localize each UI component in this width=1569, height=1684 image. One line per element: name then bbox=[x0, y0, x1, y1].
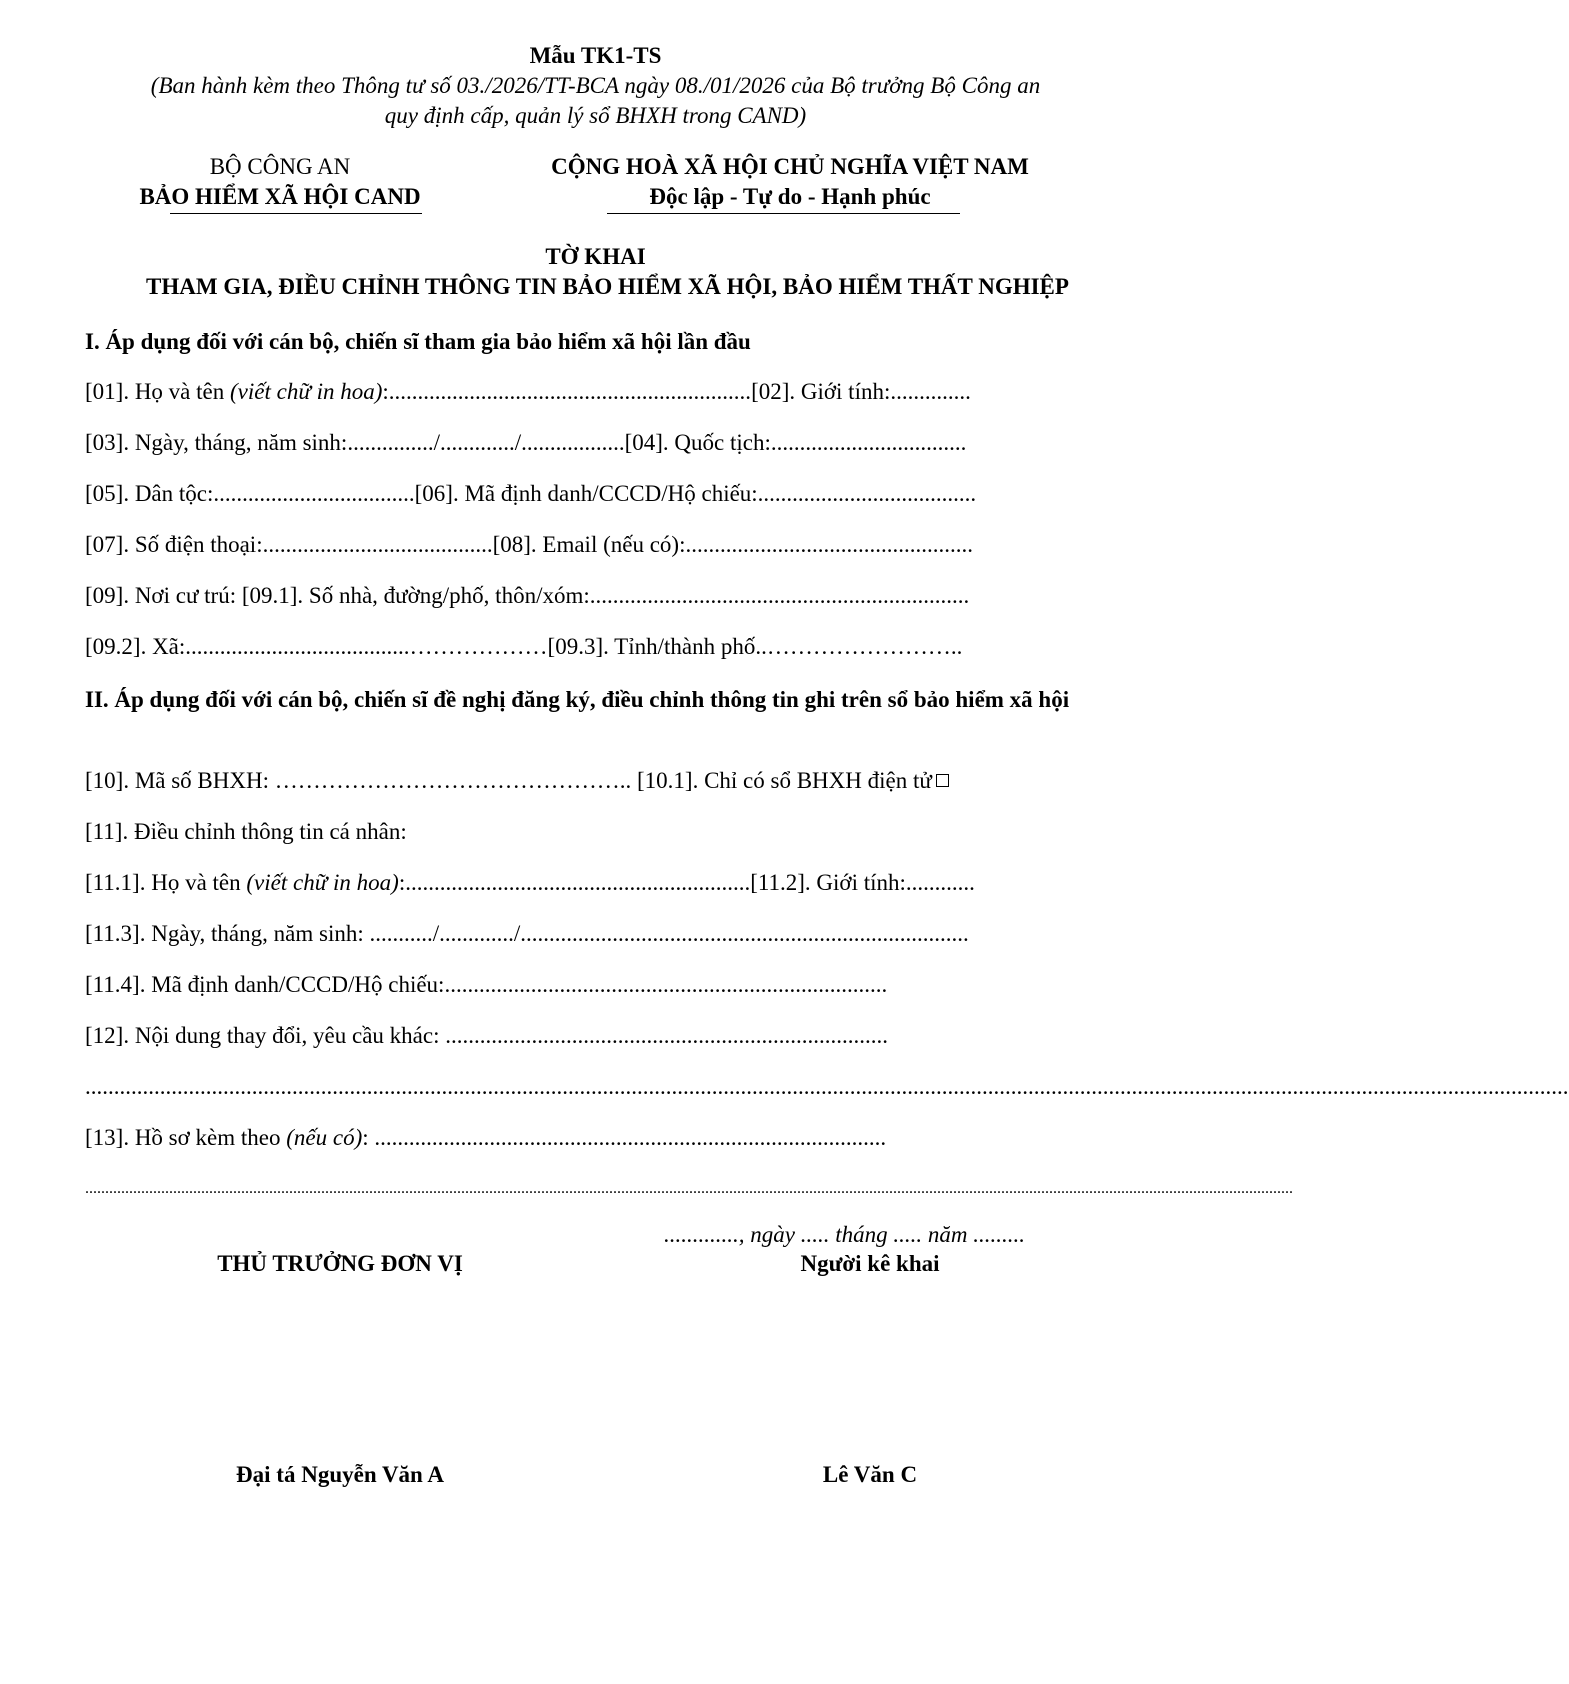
document-subtitle: THAM GIA, ĐIỀU CHỈNH THÔNG TIN BẢO HIỂM XÃ HỘI, BẢO HIỂM THẤT NGHIỆP bbox=[146, 274, 1069, 299]
declarant-name: Lê Văn C bbox=[822, 1462, 918, 1487]
field-11 bbox=[85, 817, 1111, 847]
field-12-continuation-line[interactable]: .................................................................................................................................................................................................................................................................. bbox=[85, 1074, 1569, 1099]
field-12-continuation bbox=[85, 1072, 1569, 1102]
field-111-input[interactable]: :............................................................ bbox=[398, 870, 751, 895]
field-01-note: (viết chữ in hoa) bbox=[230, 379, 383, 404]
unit-head-title: THỦ TRƯỞNG ĐƠN VỊ bbox=[217, 1251, 463, 1276]
form-code: Mẫu TK1-TS bbox=[529, 43, 662, 68]
field-05-ethnicity[interactable]: [05]. Dân tộc:................................... bbox=[85, 481, 415, 506]
nation-name: CỘNG HOÀ XÃ HỘI CHỦ NGHĨA VIỆT NAM bbox=[551, 154, 1029, 179]
field-03-birthdate[interactable]: [03]. Ngày, tháng, năm sinh:.............../............./.................. bbox=[85, 430, 625, 455]
field-13-continuation bbox=[85, 1174, 1293, 1204]
field-03-04 bbox=[85, 428, 1111, 458]
agency-underline bbox=[170, 213, 422, 214]
issued-line-1: (Ban hành kèm theo Thông tư số 03./2026/TT-BCA ngày 08./01/2026 của Bộ trưởng Bộ Công an bbox=[150, 73, 1041, 98]
motto: Độc lập - Tự do - Hạnh phúc bbox=[649, 184, 931, 209]
date-line: ............., ngày ..... tháng ..... năm ......... bbox=[664, 1222, 1025, 1247]
field-09-residence bbox=[85, 581, 1111, 611]
field-113-birthdate[interactable]: [11.3]. Ngày, tháng, năm sinh: .........../............./.............................................................................. bbox=[85, 921, 969, 946]
ministry-name: BỘ CÔNG AN bbox=[209, 154, 351, 179]
section-1-heading: I. Áp dụng đối với cán bộ, chiến sĩ tham gia bảo hiểm xã hội lần đầu bbox=[85, 329, 751, 354]
field-12-changes[interactable]: [12]. Nội dung thay đổi, yêu cầu khác: ............................................................................. bbox=[85, 1023, 888, 1048]
issued-line-2: quy định cấp, quản lý sổ BHXH trong CAND) bbox=[384, 103, 807, 128]
field-12 bbox=[85, 1021, 1111, 1051]
field-01-input[interactable]: :............................................................... bbox=[382, 379, 752, 404]
unit-head-name: Đại tá Nguyễn Văn A bbox=[236, 1462, 444, 1487]
field-01-label: [01]. Họ và tên bbox=[85, 379, 230, 404]
field-04-nationality[interactable]: [04]. Quốc tịch:.................................. bbox=[624, 430, 967, 455]
field-09-address[interactable]: [09]. Nơi cư trú: [09.1]. Số nhà, đường/phố, thôn/xóm:.................................................................. bbox=[85, 583, 970, 608]
field-101-label: [10.1]. Chỉ có sổ BHXH điện tử bbox=[637, 768, 932, 793]
section-2-heading: II. Áp dụng đối với cán bộ, chiến sĩ đề nghị đăng ký, điều chỉnh thông tin ghi trên sổ bảo hiểm xã hội bbox=[85, 687, 1070, 712]
field-114 bbox=[85, 970, 1111, 1000]
field-01-02 bbox=[85, 377, 1111, 407]
field-10-insurance-number[interactable]: [10]. Mã số BHXH: ……………………………………….. bbox=[85, 768, 637, 793]
agency-name: BẢO HIỂM XÃ HỘI CAND bbox=[139, 184, 421, 209]
field-111-112 bbox=[85, 868, 1111, 898]
field-111-label: [11.1]. Họ và tên bbox=[85, 870, 247, 895]
field-111-note: (viết chữ in hoa) bbox=[246, 870, 399, 895]
field-02-gender[interactable]: [02]. Giới tính:.............. bbox=[751, 379, 971, 404]
declarant-title: Người kê khai bbox=[800, 1251, 940, 1276]
motto-underline bbox=[607, 213, 960, 214]
field-08-email[interactable]: [08]. Email (nếu có):.................................................. bbox=[492, 532, 973, 557]
field-13-note: (nếu có) bbox=[286, 1125, 363, 1150]
field-13-input[interactable]: : ......................................................................................... bbox=[362, 1125, 887, 1150]
field-06-id-number[interactable]: [06]. Mã định danh/CCCD/Hộ chiếu:...................................... bbox=[414, 481, 977, 506]
field-092-commune[interactable]: [09.2]. Xã:.......................................……………… bbox=[85, 634, 548, 659]
document-title: TỜ KHAI bbox=[545, 244, 646, 269]
field-07-08 bbox=[85, 530, 1111, 560]
field-113 bbox=[85, 919, 1111, 949]
field-11-label: [11]. Điều chỉnh thông tin cá nhân: bbox=[85, 819, 407, 844]
electronic-book-checkbox[interactable] bbox=[936, 774, 949, 787]
field-05-06 bbox=[85, 479, 1111, 509]
field-10 bbox=[85, 766, 1111, 796]
field-13-continuation-line[interactable]: .............................................................................................................................................................................................................................................................................................................. bbox=[85, 1180, 1293, 1197]
field-114-id-number[interactable]: [11.4]. Mã định danh/CCCD/Hộ chiếu:............................................................................. bbox=[85, 972, 888, 997]
field-13 bbox=[85, 1123, 1111, 1153]
field-07-phone[interactable]: [07]. Số điện thoại:........................................ bbox=[85, 532, 493, 557]
field-112-gender[interactable]: [11.2]. Giới tính:............ bbox=[750, 870, 975, 895]
field-092-093 bbox=[85, 632, 1111, 662]
field-093-province[interactable]: [09.3]. Tỉnh/thành phố..…………………….. bbox=[547, 634, 963, 659]
field-13-label: [13]. Hồ sơ kèm theo bbox=[85, 1125, 287, 1150]
